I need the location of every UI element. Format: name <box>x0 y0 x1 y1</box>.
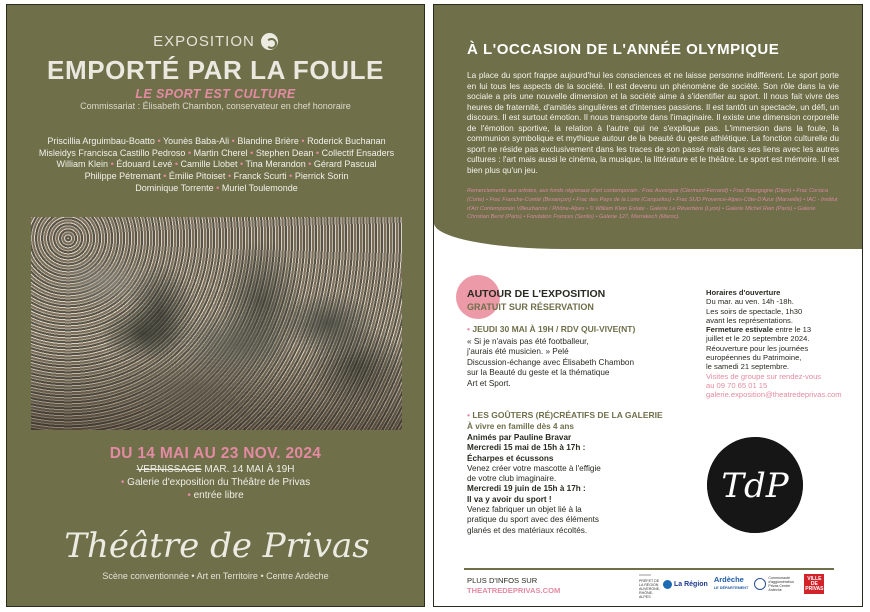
exhibition-dates: DU 14 MAI AU 23 NOV. 2024 <box>109 445 322 462</box>
theatre-de-privas-logo <box>51 521 383 567</box>
hours-line: avant les représentations. <box>706 315 793 325</box>
spiral-logo-icon <box>261 33 278 50</box>
vernissage-label: VERNISSAGE <box>136 464 202 475</box>
artist-line <box>21 136 412 148</box>
event-1-line: Art et Sport. <box>467 378 511 388</box>
artist-name: Martin Cherel <box>193 147 248 158</box>
event-2-line: glanés et des matériaux récoltés. <box>467 525 588 535</box>
artist-name: Tina Merandon <box>245 159 306 170</box>
artist-line <box>21 183 412 195</box>
artist-name: Roderick Buchanan <box>307 136 386 146</box>
event-2-line: de votre club imaginaire. <box>467 474 557 484</box>
bullet-icon: • <box>174 159 178 170</box>
event-1-description <box>467 337 634 389</box>
bullet-icon: • <box>187 147 192 158</box>
hours-line: le samedi 21 septembre. <box>706 362 790 372</box>
artist-name: Camille Llobet <box>180 159 238 170</box>
artist-line <box>21 148 412 160</box>
bullet-icon: • <box>301 136 305 146</box>
ville-privas-logo-text: VILLE DE PRIVAS <box>804 574 824 594</box>
info-page <box>433 4 863 607</box>
event-2-line: Mercredi 19 juin de 15h à 17h : <box>467 484 586 494</box>
hours-line: juillet et le 20 septembre 2024. <box>706 334 810 344</box>
bullet-icon: • <box>289 171 293 182</box>
artist-name: Pierrick Sorin <box>294 171 349 182</box>
events-section-title: AUTOUR DE L'EXPOSITION <box>467 288 606 300</box>
bullet-icon: • <box>308 159 312 170</box>
event-2-line: pratique du sport avec des éléments <box>467 515 599 525</box>
event-1-heading <box>467 324 635 334</box>
partner-logos <box>639 572 824 599</box>
acknowledgements: Remerciements aux artistes, aux fonds régionaux d'art contemporain : Frac Auvergne (Clermont-Ferrand) • Frac Bourgogne (Dijon) • Frac Corsica (Corte) • Frac Franche-Comté (Besançon) • Frac des Pays de la Loire (Carquefou) • Frac SUD Provence-Alpes-Côte-D'Azur (Marseille) • IAC - Institut d'Art Contemporain Villeurbanne / Rhône-Alpes • © William Klein Estate - Galerie Le Réverbère (Lyon) • Galerie Michel Rein (Paris) • Galerie Christian Berst (Paris) • Fondation Frances (Senlis) • Galerie 127, Marrakech (Maroc). <box>467 188 838 221</box>
bullet-icon: • <box>216 182 220 193</box>
website-link[interactable]: THEATREDEPRIVAS.COM <box>467 586 561 595</box>
french-flag-icon <box>639 574 651 576</box>
hours-line: européennes du Patrimoine, <box>706 353 802 363</box>
hours-line[interactable]: galerie.exposition@theatredeprivas.com <box>706 390 842 400</box>
bullet-icon: • <box>163 171 167 182</box>
tdp-logo-text: TdP <box>721 466 789 506</box>
event-1-line: sur la Beauté du geste et la thématique <box>467 368 610 378</box>
smoke-overlay <box>31 217 402 430</box>
ardeche-sub: LE DÉPARTEMENT <box>713 586 749 590</box>
tdp-logo <box>707 437 803 533</box>
artist-name: Younès Baba-Ali <box>162 136 230 146</box>
artist-name: Philippe Pétremant <box>84 171 161 182</box>
exposition-header <box>7 33 424 50</box>
bullet-icon: • <box>231 136 235 146</box>
event-2-heading <box>467 410 663 420</box>
artist-name: Émilie Pitoiset <box>168 171 226 182</box>
event-2-audience: À vivre en famille dès 4 ans <box>467 422 574 431</box>
artist-name: Stephen Dean <box>255 147 314 158</box>
more-info <box>467 576 560 596</box>
event-2-line: Écharpes et écussons <box>467 453 554 463</box>
hours-line: Visites de groupe sur rendez-vous <box>706 371 822 381</box>
prefet-logo <box>639 574 661 599</box>
event-2-line: Mercredi 15 mai de 15h à 17h : <box>467 443 586 453</box>
poster-page <box>6 4 425 607</box>
opening-hours <box>706 288 856 400</box>
event-2-description <box>467 433 601 536</box>
intro-paragraph: La place du sport frappe aujourd'hui les consciences et ne laisse personne indifférent. Le sport porte en lui tous les aspects de la société. Il est devenu un phénomène de société. Son rôle dans la vie sociale a pris une nouvelle dimension et la société aime à s'identifier au sport. Il nous fait vivre des heures de fraternité, d'amitiés singulières et d'intenses passions. Il est tantôt un spectacle, un défi, un discours. Il est surtout émotion. Il nous transporte dans l'imaginaire. Il existe une dimension corporelle de l'émotion sportive, la relation à l'autre qui ne s'explique pas. L'immersion dans la foule, la communion symbolique et mythique autour de la beauté du geste athlétique. La fonction culturelle du sport ne réside pas exclusivement dans les traces de son passé mais dans ses liens avec les autres cultures : l'art mais aussi le cinéma, la musique, la littérature et le théâtre. Le sport est mémoire. Il est bien plus qu'un jeu. <box>467 71 839 175</box>
bullet-icon: • <box>467 324 470 334</box>
artist-name: Muriel Toulemonde <box>221 182 298 193</box>
event-2-title: LES GOÛTERS (RÉ)CRÉATIFS DE LA GALERIE <box>472 410 663 420</box>
agglo-logo <box>754 576 798 592</box>
artist-name: Édouard Levé <box>116 159 173 170</box>
exhibition-subtitle: LE SPORT EST CULTURE <box>135 87 296 101</box>
event-2-line: Animés par Pauline Bravar <box>467 433 572 442</box>
artist-name: Priscillia Arguimbau-Boatto <box>47 136 155 146</box>
event-2-line: Venez créer votre mascotte à l'effigie <box>467 463 601 473</box>
bullet-icon: • <box>467 410 470 420</box>
event-1-line: j'aurais été musicien. » Pelé <box>467 347 569 357</box>
prefet-logo-text: PRÉFET DE LA RÉGION AUVERGNE-RHÔNE-ALPES <box>639 579 661 599</box>
vernissage-date: MAR. 14 MAI À 19H <box>201 464 295 475</box>
bullet-icon: • <box>315 147 320 158</box>
agglo-logo-text: Communauté d'agglomération Privas Centre Ardèche <box>768 576 794 592</box>
ardeche-name: Ardèche <box>713 575 744 584</box>
ardeche-logo-text <box>714 576 749 592</box>
bullet-icon: • <box>157 136 161 146</box>
artist-list <box>21 136 412 195</box>
hours-line: Les soirs de spectacle, 1h30 <box>706 306 803 316</box>
event-2-line: Il va y avoir du sport ! <box>467 494 552 504</box>
venue-info <box>7 477 424 488</box>
region-icon <box>663 580 672 589</box>
hours-line: au 09 70 65 01 15 <box>706 380 768 390</box>
artist-name: Franck Scurti <box>233 171 287 182</box>
theatre-tagline: Scène conventionnée • Art en Territoire • Centre Ardèche <box>102 571 329 581</box>
entry-text: entrée libre <box>190 490 244 501</box>
event-1-line: Discussion-échange avec Élisabeth Chambon <box>467 357 635 367</box>
exposition-label: EXPOSITION <box>153 33 255 50</box>
entry-info <box>7 490 424 501</box>
artist-name: Gérard Pascual <box>313 159 377 170</box>
ardeche-logo <box>714 576 749 592</box>
event-1-line: « Si je n'avais pas été footballeur, <box>467 337 589 346</box>
event-2-line: Venez fabriquer un objet lié à la <box>467 505 582 515</box>
hours-line: Fermeture estivale entre le 13 <box>706 325 812 335</box>
exhibition-title: EMPORTÉ PAR LA FOULE <box>47 55 384 85</box>
olympic-year-title: À L'OCCASION DE L'ANNÉE OLYMPIQUE <box>467 41 780 58</box>
region-logo-text: La Région <box>674 580 708 588</box>
agglo-icon <box>754 578 766 590</box>
artist-line <box>21 159 412 171</box>
ville-privas-logo <box>804 574 824 594</box>
bullet-icon: • <box>120 477 125 488</box>
bullet-icon: • <box>250 147 254 158</box>
hours-line: Réouverture pour les journées <box>706 343 809 353</box>
artist-name: Dominique Torrente <box>135 182 214 193</box>
region-logo <box>663 580 708 589</box>
events-section-subtitle: GRATUIT SUR RÉSERVATION <box>467 302 594 312</box>
curator-credit: Commissariat : Élisabeth Chambon, conservateur en chef honoraire <box>80 101 351 111</box>
artist-line <box>21 171 412 183</box>
vernissage-info <box>7 464 424 475</box>
theatre-logo-text: Théâtre de Privas <box>64 526 370 566</box>
hours-line: Horaires d'ouverture <box>706 288 781 297</box>
crowd-smoke-photo <box>31 217 402 430</box>
artist-name: Blandine Brière <box>237 136 299 146</box>
bullet-icon: • <box>110 159 114 170</box>
event-1-title: JEUDI 30 MAI À 19H / RDV QUI-VIVE(NT) <box>472 324 636 334</box>
bullet-icon: • <box>187 490 191 501</box>
artist-name: Misleidys Francisca Castillo Pedroso <box>38 147 186 158</box>
venue-text: Galerie d'exposition du Théâtre de Privas <box>124 477 311 488</box>
hours-line: Du mar. au ven. 14h -18h. <box>706 297 794 307</box>
bullet-icon: • <box>240 159 244 170</box>
footer-divider <box>464 568 834 570</box>
artist-name: William Klein <box>56 159 109 170</box>
more-info-label: PLUS D'INFOS SUR <box>467 576 538 585</box>
artist-name: Collectif Ensaders <box>321 147 395 158</box>
bullet-icon: • <box>227 171 232 182</box>
